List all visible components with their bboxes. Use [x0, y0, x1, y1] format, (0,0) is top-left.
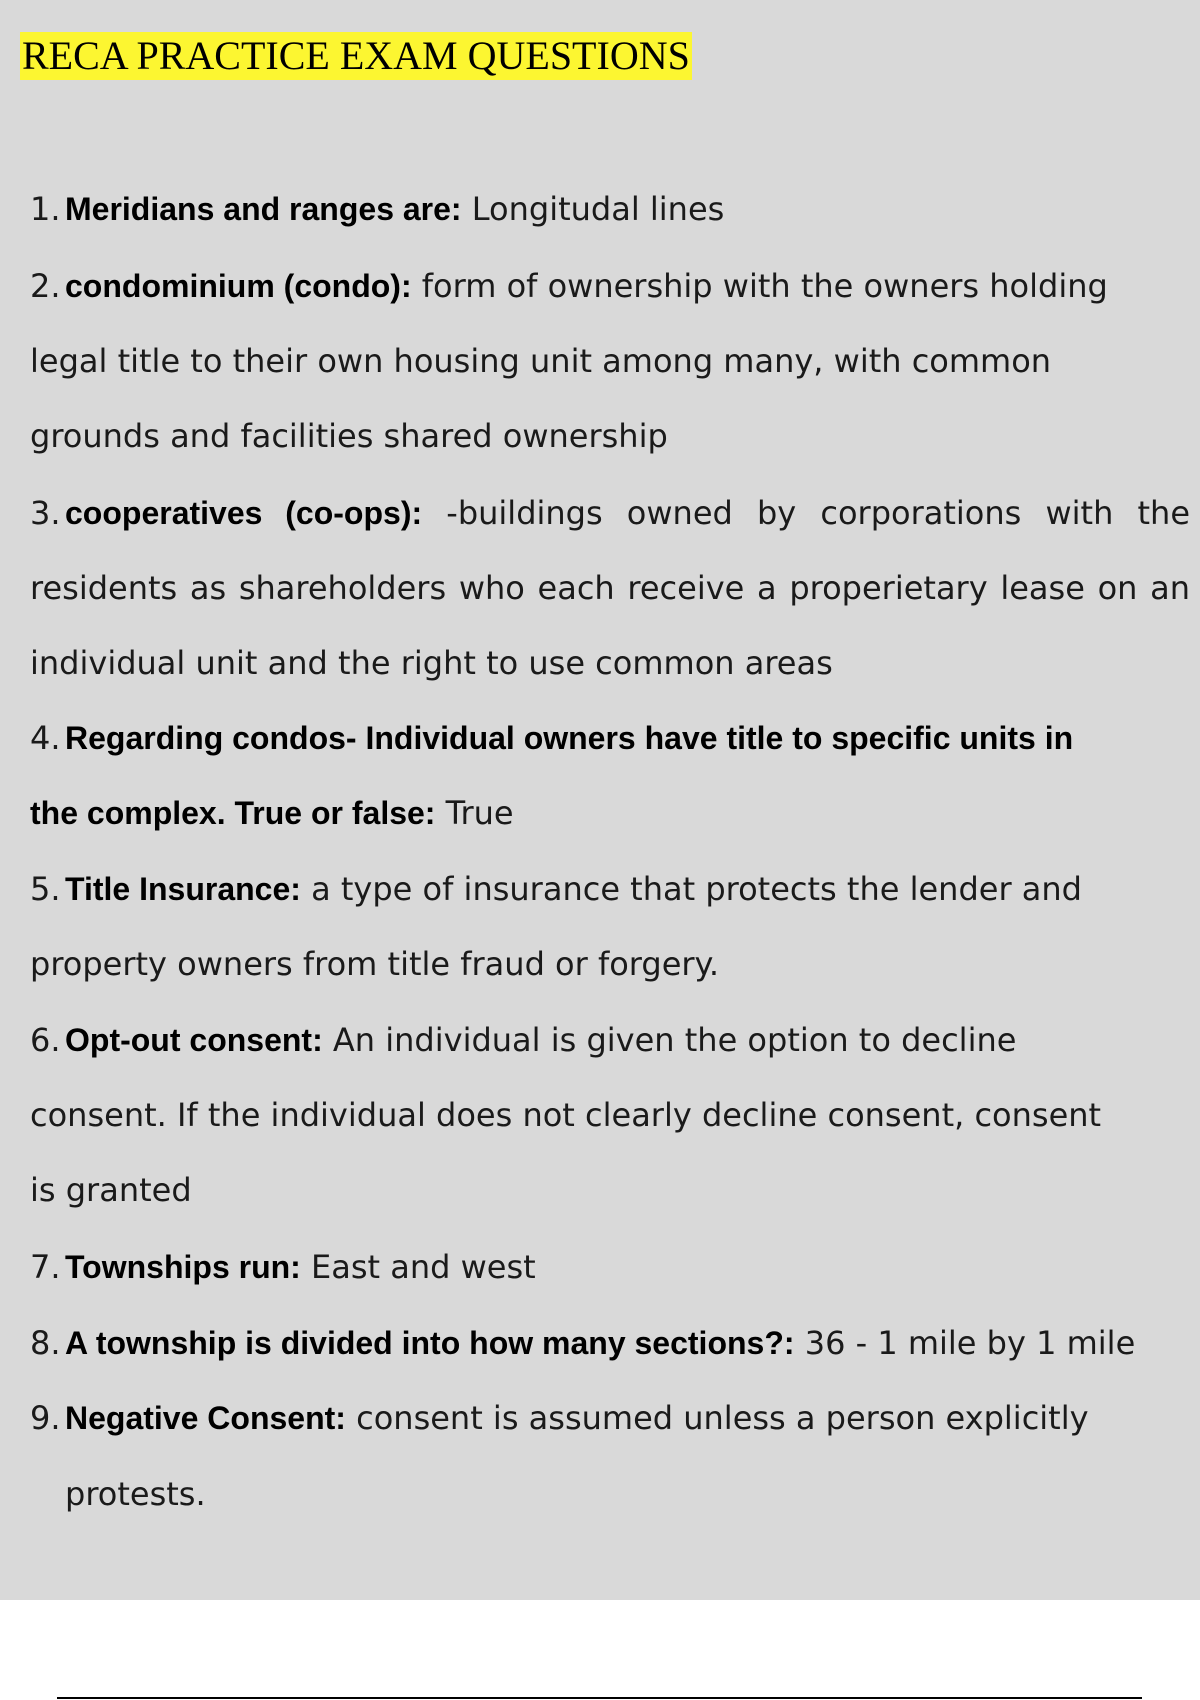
list-item [30, 1381, 1190, 1456]
answer-text: consent is assumed unless a person explicitly [345, 1399, 1089, 1437]
list-item [30, 249, 1130, 474]
answer-text: True [435, 794, 514, 832]
list-item [30, 1306, 1190, 1381]
item-number: 3. [30, 494, 61, 532]
answer-text: -buildings owned by corporations with the residents as shareholders who each receive a properietary lease on an individual unit and the right to use common areas [30, 494, 1191, 682]
answer-text: 36 - 1 mile by 1 mile [794, 1324, 1136, 1362]
answer-text: a type of insurance that protects the lender and property owners from title fraud or forgery. [30, 870, 1082, 983]
item-number: 9. [30, 1399, 61, 1437]
answer-text: Longitudal lines [461, 190, 725, 228]
question-text: Title Insurance: [65, 871, 301, 907]
list-item [30, 852, 1130, 1002]
list-item [30, 476, 1190, 701]
item-number: 7. [30, 1248, 61, 1286]
question-text: Meridians and ranges are: [65, 191, 462, 227]
item-number: 5. [30, 870, 61, 908]
list-item [30, 1230, 1190, 1305]
answer-text: form of ownership with the owners holding legal title to their own housing unit among many, with common grounds and facilities shared ownership [30, 267, 1108, 455]
document-title: RECA PRACTICE EXAM QUESTIONS [22, 33, 690, 78]
question-text: Negative Consent: [65, 1400, 346, 1436]
question-text: Opt-out consent: [65, 1022, 323, 1058]
list-item [30, 1003, 1130, 1228]
item-number: 6. [30, 1021, 61, 1059]
question-text: cooperatives (co-ops): [65, 495, 423, 531]
item-number: 2. [30, 267, 61, 305]
list-item-continuation [30, 1457, 1190, 1532]
answer-text: East and west [300, 1248, 536, 1286]
question-text: A township is divided into how many sections?: [65, 1325, 795, 1361]
question-text: Regarding condos- Individual owners have title to specific units in the complex. True or false: [30, 720, 1074, 831]
list-item [30, 172, 1190, 247]
list-item [30, 701, 1090, 851]
question-text: Townships run: [65, 1249, 301, 1285]
answer-text: An individual is given the option to decline consent. If the individual does not clearly decline consent, consent is granted [30, 1021, 1102, 1209]
answer-text: protests. [65, 1475, 206, 1513]
item-number: 4. [30, 719, 61, 757]
footer-divider [57, 1697, 1142, 1699]
item-number: 8. [30, 1324, 61, 1362]
item-number: 1. [30, 190, 61, 228]
question-text: condominium (condo): [65, 268, 412, 304]
